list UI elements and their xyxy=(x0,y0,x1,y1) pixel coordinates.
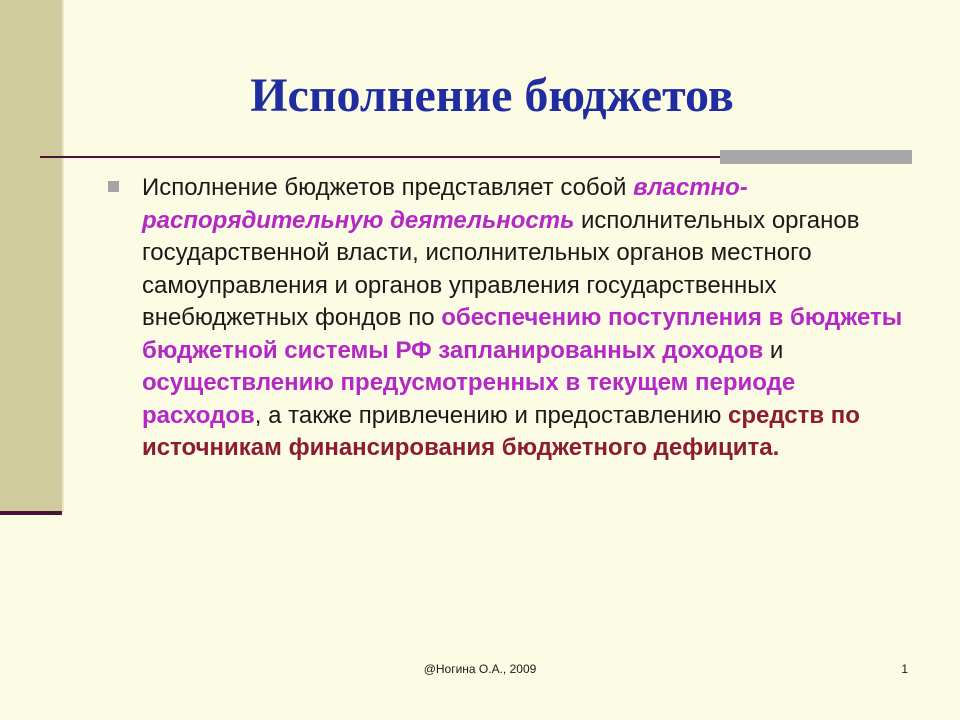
body-text-segment: исполнительных органов государственной власти, исполнительных органов местного самоуправления и органов управления государственных внебюджетных фондов по xyxy=(142,206,860,331)
square-bullet-icon xyxy=(108,181,119,192)
body-text-segment: Исполнение бюджетов представляет собой xyxy=(142,174,634,201)
page-number: 1 xyxy=(901,662,908,676)
highlight-deficit-financing: средств по источникам финансирования бюджетного дефицита. xyxy=(142,401,860,461)
highlight-authority-activity: властно-распорядительную деятельность xyxy=(142,174,748,234)
highlight-expenditures: осуществлению предусмотренных в текущем периоде расходов xyxy=(142,369,796,429)
sidebar-bottom-rule xyxy=(0,511,62,515)
decorative-grey-bar xyxy=(720,150,912,164)
body-text-segment: и xyxy=(763,336,784,364)
body-text-segment: , а также привлечению и предоставлению xyxy=(254,401,728,429)
highlight-revenue-collection: обеспечению поступления в бюджеты бюджетной системы РФ запланированных доходов xyxy=(142,304,903,364)
footer-copyright: @Ногина О.А., 2009 xyxy=(423,662,537,676)
decorative-sidebar xyxy=(0,0,64,512)
slide-body-text xyxy=(142,172,912,465)
slide-title: Исполнение бюджетов xyxy=(250,69,734,122)
